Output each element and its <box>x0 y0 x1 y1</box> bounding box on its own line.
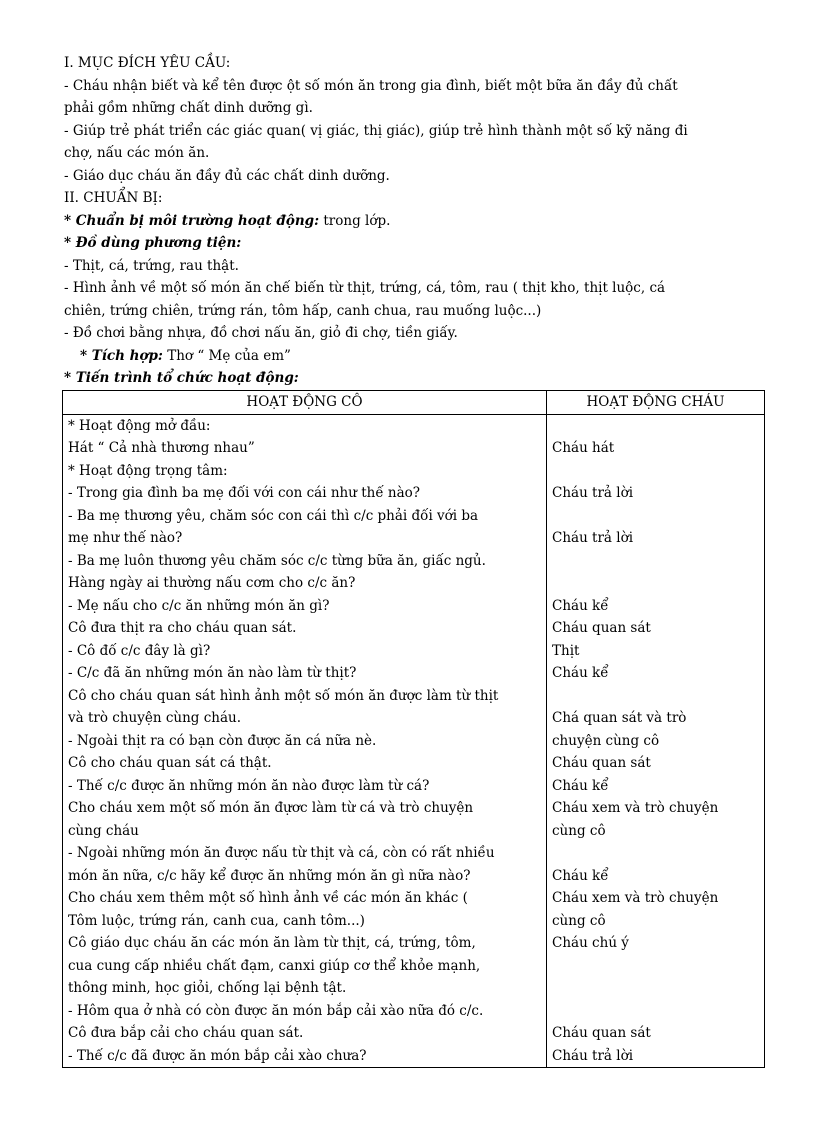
teacher-activity-line: - Ba mẹ thương yêu, chăm sóc con cái thì c/c phải đối với ba <box>68 507 479 524</box>
child-activity-line: Cháu kể <box>552 867 609 884</box>
child-activity-line <box>552 842 759 865</box>
child-activity-line <box>552 550 759 573</box>
teacher-activity-line: * Hoạt động trọng tâm: <box>68 462 228 479</box>
child-activity-line: cùng cô <box>552 822 606 839</box>
child-activity-line: Cháu quan sát <box>552 1025 651 1041</box>
process-label: * Tiến trình tổ chức hoạt động: <box>64 370 299 386</box>
objective-line: - Cháu nhận biết và kể tên được ột số món ăn trong gia đình, biết một bữa ăn đầy đủ chất <box>64 77 678 94</box>
teacher-activity-line: thông minh, học giỏi, chống lại bệnh tật. <box>68 980 347 996</box>
child-activity-line: Cháu kể <box>552 777 609 794</box>
objective-line: phải gồm những chất dinh dưỡng gì. <box>64 100 313 116</box>
teacher-activity-line: Hàng ngày ai thường nấu cơm cho c/c ăn? <box>68 575 356 591</box>
child-activity-line: chuyện cùng cô <box>552 732 660 749</box>
objective-line: chợ, nấu các món ăn. <box>64 145 210 161</box>
child-activity-header: HOẠT ĐỘNG CHÁU <box>547 391 765 415</box>
teacher-activity-cell <box>63 414 547 1068</box>
teacher-activity-line: Cô đưa bắp cải cho cháu quan sát. <box>68 1025 304 1041</box>
teacher-activity-header: HOẠT ĐỘNG CÔ <box>63 391 547 415</box>
teacher-activity-line: - Ba mẹ luôn thương yêu chăm sóc c/c từng bữa ăn, giấc ngủ. <box>68 552 486 569</box>
teacher-activity-line: - Thế c/c được ăn những món ăn nào được làm từ cá? <box>68 777 430 794</box>
teacher-activity-line: - Thế c/c đã được ăn món bắp cải xào chưa? <box>68 1047 367 1064</box>
table-header-row <box>63 391 765 415</box>
environment-line <box>64 210 764 233</box>
integration-label: * Tích hợp: <box>80 347 163 364</box>
child-activity-line <box>552 572 759 595</box>
teacher-activity-line: Hát “ Cả nhà thương nhau” <box>68 440 255 456</box>
teacher-activity-line: * Hoạt động mở đầu: <box>68 417 211 434</box>
teacher-activity-line: Cho cháu xem thêm một số hình ảnh về các món ăn khác ( <box>68 890 468 906</box>
child-activity-line: Cháu quan sát <box>552 755 651 771</box>
objective-line: - Giáo dục cháu ăn đầy đủ các chất dinh dưỡng. <box>64 167 390 184</box>
child-activity-line <box>552 505 759 528</box>
child-activity-line: cùng cô <box>552 912 606 929</box>
child-activity-line <box>552 460 759 483</box>
teacher-activity-line: mẹ như thế nào? <box>68 530 183 546</box>
tools-label: * Đồ dùng phương tiện: <box>64 235 242 251</box>
teacher-activity-line: Cho cháu xem một số món ăn đựơc làm từ cá và trò chuyện <box>68 800 474 816</box>
environment-label: * Chuẩn bị môi trường hoạt động: <box>64 212 320 229</box>
section-2-title: II. CHUẨN BỊ: <box>64 190 163 206</box>
objective-line: - Giúp trẻ phát triển các giác quan( vị giác, thị giác), giúp trẻ hình thành một số kỹ năng đi <box>64 122 688 139</box>
child-activity-line: Cháu hát <box>552 440 615 456</box>
teacher-activity-line: món ăn nữa, c/c hãy kể được ăn những món ăn gì nữa nào? <box>68 867 471 884</box>
child-activity-line: Cháu kể <box>552 597 609 614</box>
teacher-activity-line: - C/c đã ăn những món ăn nào làm từ thịt? <box>68 665 357 681</box>
teacher-activity-line: cua cung cấp nhiều chất đạm, canxi giúp cơ thể khỏe mạnh, <box>68 957 481 974</box>
teacher-activity-line: cùng cháu <box>68 822 139 839</box>
child-activity-line <box>552 1000 759 1023</box>
tools-line: - Hình ảnh về một số món ăn chế biến từ thịt, trứng, cá, tôm, rau ( thịt kho, thịt luộc, cá <box>64 280 666 296</box>
table-body-row <box>63 414 765 1068</box>
tools-line: chiên, trứng chiên, trứng rán, tôm hấp, canh chua, rau muống luộc...) <box>64 302 542 319</box>
teacher-activity-line: và trò chuyện cùng cháu. <box>68 710 241 726</box>
child-activity-line: Cháu trả lời <box>552 485 634 501</box>
environment-text: trong lớp. <box>319 212 391 229</box>
tools-line: - Đồ chơi bằng nhựa, đồ chơi nấu ăn, giỏ đi chợ, tiền giấy. <box>64 325 458 341</box>
teacher-activity-line: Cô đưa thịt ra cho cháu quan sát. <box>68 620 297 636</box>
child-activity-line: Cháu quan sát <box>552 620 651 636</box>
teacher-activity-line: - Mẹ nấu cho c/c ăn những món ăn gì? <box>68 597 330 614</box>
child-activity-line <box>552 977 759 1000</box>
teacher-activity-line: - Hôm qua ở nhà có còn được ăn món bắp cải xào nữa đó c/c. <box>68 1002 484 1019</box>
teacher-activity-line: Cô giáo dục cháu ăn các món ăn làm từ thịt, cá, trứng, tôm, <box>68 935 476 951</box>
child-activity-line: Cháu xem và trò chuyện <box>552 890 719 906</box>
child-activity-line: Cháu kể <box>552 665 609 681</box>
teacher-activity-line: - Trong gia đình ba mẹ đối với con cái như thế nào? <box>68 485 421 501</box>
activity-table <box>62 390 765 1068</box>
child-activity-line: Cháu xem và trò chuyện <box>552 800 719 816</box>
teacher-activity-line: Cô cho cháu quan sát hình ảnh một số món ăn được làm từ thịt <box>68 687 499 704</box>
child-activity-line <box>552 685 759 708</box>
child-activity-cell <box>547 414 765 1068</box>
section-1-title: I. MỤC ĐÍCH YÊU CẦU: <box>64 55 231 71</box>
child-activity-line: Cháu chú ý <box>552 935 629 951</box>
child-activity-line: Cháu trả lời <box>552 530 634 546</box>
integration-line <box>64 345 764 368</box>
teacher-activity-line: - Cô đố c/c đây là gì? <box>68 642 211 659</box>
child-activity-line: Cháu trả lời <box>552 1047 634 1064</box>
teacher-activity-line: Tôm luộc, trứng rán, canh cua, canh tôm...) <box>68 912 365 929</box>
child-activity-line <box>552 415 759 438</box>
teacher-activity-line: - Ngoài thịt ra có bạn còn được ăn cá nữa nè. <box>68 732 377 749</box>
teacher-activity-line: - Ngoài những món ăn được nấu từ thịt và cá, còn có rất nhiều <box>68 845 495 861</box>
child-activity-line: Thịt <box>552 642 580 659</box>
teacher-activity-line: Cô cho cháu quan sát cá thật. <box>68 755 272 771</box>
integration-text: Thơ “ Mẹ của em” <box>162 347 291 364</box>
child-activity-line <box>552 955 759 978</box>
document-body <box>64 52 764 390</box>
tools-line: - Thịt, cá, trứng, rau thật. <box>64 257 239 274</box>
child-activity-line: Chá quan sát và trò <box>552 710 687 726</box>
